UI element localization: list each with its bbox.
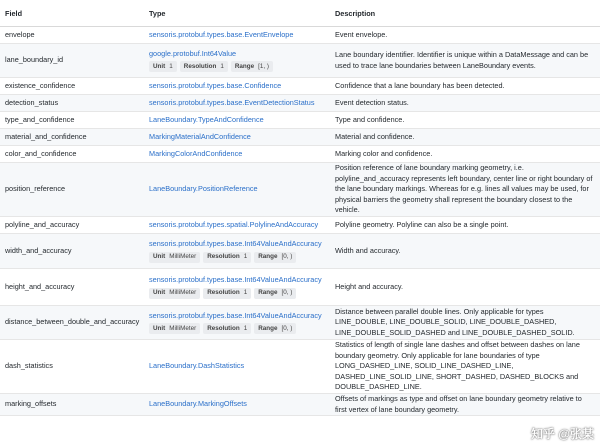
constraint-tags bbox=[149, 288, 325, 299]
tag-key: Unit bbox=[153, 324, 166, 332]
description-cell: Polyline geometry. Polyline can also be a single point. bbox=[330, 217, 600, 234]
table-row bbox=[0, 234, 600, 269]
table-row bbox=[0, 217, 600, 234]
description-cell: Confidence that a lane boundary has been detected. bbox=[330, 78, 600, 95]
type-cell bbox=[144, 78, 330, 95]
description-cell: Height and accuracy. bbox=[330, 269, 600, 306]
tag-key: Unit bbox=[153, 253, 166, 260]
tag-key: Range bbox=[234, 62, 255, 70]
description-cell: Type and confidence. bbox=[330, 112, 600, 129]
description-cell: Event envelope. bbox=[330, 27, 600, 44]
type-link[interactable]: sensoris.protobuf.types.base.Int64ValueAndAccuracy bbox=[149, 275, 322, 285]
tag-key: Resolution bbox=[207, 324, 240, 332]
tag-value: MilliMeter bbox=[169, 253, 197, 260]
field-name-cell: width_and_accuracy bbox=[0, 234, 144, 269]
constraint-tag bbox=[203, 323, 251, 334]
field-name-cell: marking_offsets bbox=[0, 394, 144, 416]
type-cell bbox=[144, 306, 330, 340]
table-row bbox=[0, 394, 600, 416]
tag-value: [1, ) bbox=[258, 62, 269, 70]
field-name-cell: position_reference bbox=[0, 163, 144, 217]
tag-key: Range bbox=[258, 324, 278, 332]
constraint-tag bbox=[149, 288, 200, 299]
field-name-cell: type_and_confidence bbox=[0, 112, 144, 129]
type-link[interactable]: sensoris.protobuf.types.base.Confidence bbox=[149, 80, 282, 90]
table-row bbox=[0, 269, 600, 306]
type-cell bbox=[144, 95, 330, 112]
field-name-cell: lane_boundary_id bbox=[0, 44, 144, 78]
type-cell bbox=[144, 394, 330, 416]
table-row bbox=[0, 306, 600, 340]
tag-value: 1 bbox=[220, 62, 224, 70]
type-cell bbox=[144, 129, 330, 146]
table-row bbox=[0, 146, 600, 163]
constraint-tag bbox=[149, 61, 177, 72]
watermark: 知乎 @张某 bbox=[530, 427, 594, 441]
constraint-tag bbox=[149, 323, 200, 334]
field-name-cell: existence_confidence bbox=[0, 78, 144, 95]
constraint-tags bbox=[149, 323, 325, 334]
type-cell bbox=[144, 163, 330, 217]
type-link[interactable]: sensoris.protobuf.types.base.Int64ValueAndAccuracy bbox=[149, 239, 322, 249]
constraint-tag bbox=[203, 252, 251, 263]
description-cell: Lane boundary identifier. Identifier is unique within a DataMessage and can be used to trace lane boundaries between LaneBoundary events. bbox=[330, 44, 600, 78]
tag-key: Resolution bbox=[207, 289, 240, 296]
type-link[interactable]: MarkingMaterialAndConfidence bbox=[149, 131, 251, 141]
type-cell bbox=[144, 112, 330, 129]
field-name-cell: polyline_and_accuracy bbox=[0, 217, 144, 234]
constraint-tags bbox=[149, 61, 325, 72]
type-link[interactable]: sensoris.protobuf.types.base.Int64ValueAndAccuracy bbox=[149, 310, 322, 320]
tag-value: 1 bbox=[169, 62, 173, 70]
type-cell bbox=[144, 44, 330, 78]
tag-value: 1 bbox=[243, 253, 248, 260]
tag-key: Range bbox=[258, 253, 278, 260]
table-row bbox=[0, 163, 600, 217]
type-link[interactable]: MarkingColorAndConfidence bbox=[149, 148, 243, 158]
tag-value: MilliMeter bbox=[169, 324, 197, 332]
tag-value: 1 bbox=[243, 324, 248, 332]
type-cell bbox=[144, 269, 330, 306]
table-row bbox=[0, 340, 600, 394]
description-cell: Width and accuracy. bbox=[330, 234, 600, 269]
header-type: Type bbox=[144, 0, 330, 27]
table-row bbox=[0, 95, 600, 112]
description-cell: Statistics of length of single lane dashes and offset between dashes on lane boundary geometry. Only applicable for lane boundaries of type LONG_DASHED_LINE, SOLID_LINE_DASHED_LINE, DASHED_LINE_SOLID_LINE, SHORT_DASHED, DASHED_BLOCKS and DOUBLE_DASHED_LINE. bbox=[330, 340, 600, 394]
constraint-tag bbox=[180, 61, 228, 72]
tag-value: 1 bbox=[243, 289, 248, 296]
tag-key: Resolution bbox=[207, 253, 240, 260]
type-link[interactable]: LaneBoundary.MarkingOffsets bbox=[149, 399, 247, 409]
table-row bbox=[0, 112, 600, 129]
table-row bbox=[0, 129, 600, 146]
constraint-tag bbox=[254, 252, 296, 263]
table-row bbox=[0, 44, 600, 78]
constraint-tag bbox=[231, 61, 273, 72]
table-row bbox=[0, 27, 600, 44]
description-cell: Material and confidence. bbox=[330, 129, 600, 146]
tag-value: MilliMeter bbox=[169, 289, 197, 296]
type-link[interactable]: sensoris.protobuf.types.base.EventDetectionStatus bbox=[149, 97, 315, 107]
type-link[interactable]: LaneBoundary.DashStatistics bbox=[149, 361, 245, 371]
constraint-tag bbox=[149, 252, 200, 263]
type-cell bbox=[144, 217, 330, 234]
description-cell: Offsets of markings as type and offset on lane boundary geometry relative to first vertex of lane boundary geometry. bbox=[330, 394, 600, 416]
type-link[interactable]: sensoris.protobuf.types.spatial.PolylineAndAccuracy bbox=[149, 219, 319, 229]
tag-key: Range bbox=[258, 289, 278, 296]
type-link[interactable]: LaneBoundary.PositionReference bbox=[149, 184, 258, 194]
description-cell: Distance between parallel double lines. Only applicable for types LINE_DOUBLE, LINE_DOUBLE_SOLID, LINE_DOUBLE_DASHED, LINE_DOUBLE_SOLID_DASHED and LINE_DOUBLE_DASHED_SOLID. bbox=[330, 306, 600, 340]
description-cell: Event detection status. bbox=[330, 95, 600, 112]
description-cell: Marking color and confidence. bbox=[330, 146, 600, 163]
header-description: Description bbox=[330, 0, 600, 27]
constraint-tag bbox=[254, 323, 296, 334]
type-cell bbox=[144, 340, 330, 394]
field-name-cell: envelope bbox=[0, 27, 144, 44]
tag-value: [0, ) bbox=[281, 289, 293, 296]
tag-key: Unit bbox=[153, 62, 166, 70]
description-cell: Position reference of lane boundary marking geometry, i.e. polyline_and_accuracy represents left boundary, center line or right boundary of the lane boundary markings. Whereas for e.g. lines all values may be used, for physical barriers the geometry shall represent the boundary closest to the vehicle. bbox=[330, 163, 600, 217]
type-cell bbox=[144, 27, 330, 44]
type-link[interactable]: sensoris.protobuf.types.base.EventEnvelope bbox=[149, 29, 294, 39]
tag-key: Unit bbox=[153, 289, 166, 296]
constraint-tag bbox=[254, 288, 296, 299]
tag-value: [0, ) bbox=[281, 324, 293, 332]
field-name-cell: detection_status bbox=[0, 95, 144, 112]
field-name-cell: dash_statistics bbox=[0, 340, 144, 394]
field-name-cell: height_and_accuracy bbox=[0, 269, 144, 306]
type-link[interactable]: google.protobuf.Int64Value bbox=[149, 48, 237, 58]
type-cell bbox=[144, 146, 330, 163]
tag-key: Resolution bbox=[183, 62, 217, 70]
constraint-tag bbox=[203, 288, 251, 299]
field-name-cell: color_and_confidence bbox=[0, 146, 144, 163]
table-header-row bbox=[0, 0, 600, 27]
constraint-tags bbox=[149, 252, 325, 263]
type-link[interactable]: LaneBoundary.TypeAndConfidence bbox=[149, 114, 264, 124]
header-field: Field bbox=[0, 0, 144, 27]
table-row bbox=[0, 78, 600, 95]
field-name-cell: material_and_confidence bbox=[0, 129, 144, 146]
tag-value: [0, ) bbox=[281, 253, 293, 260]
type-cell bbox=[144, 234, 330, 269]
field-name-cell: distance_between_double_and_accuracy bbox=[0, 306, 144, 340]
